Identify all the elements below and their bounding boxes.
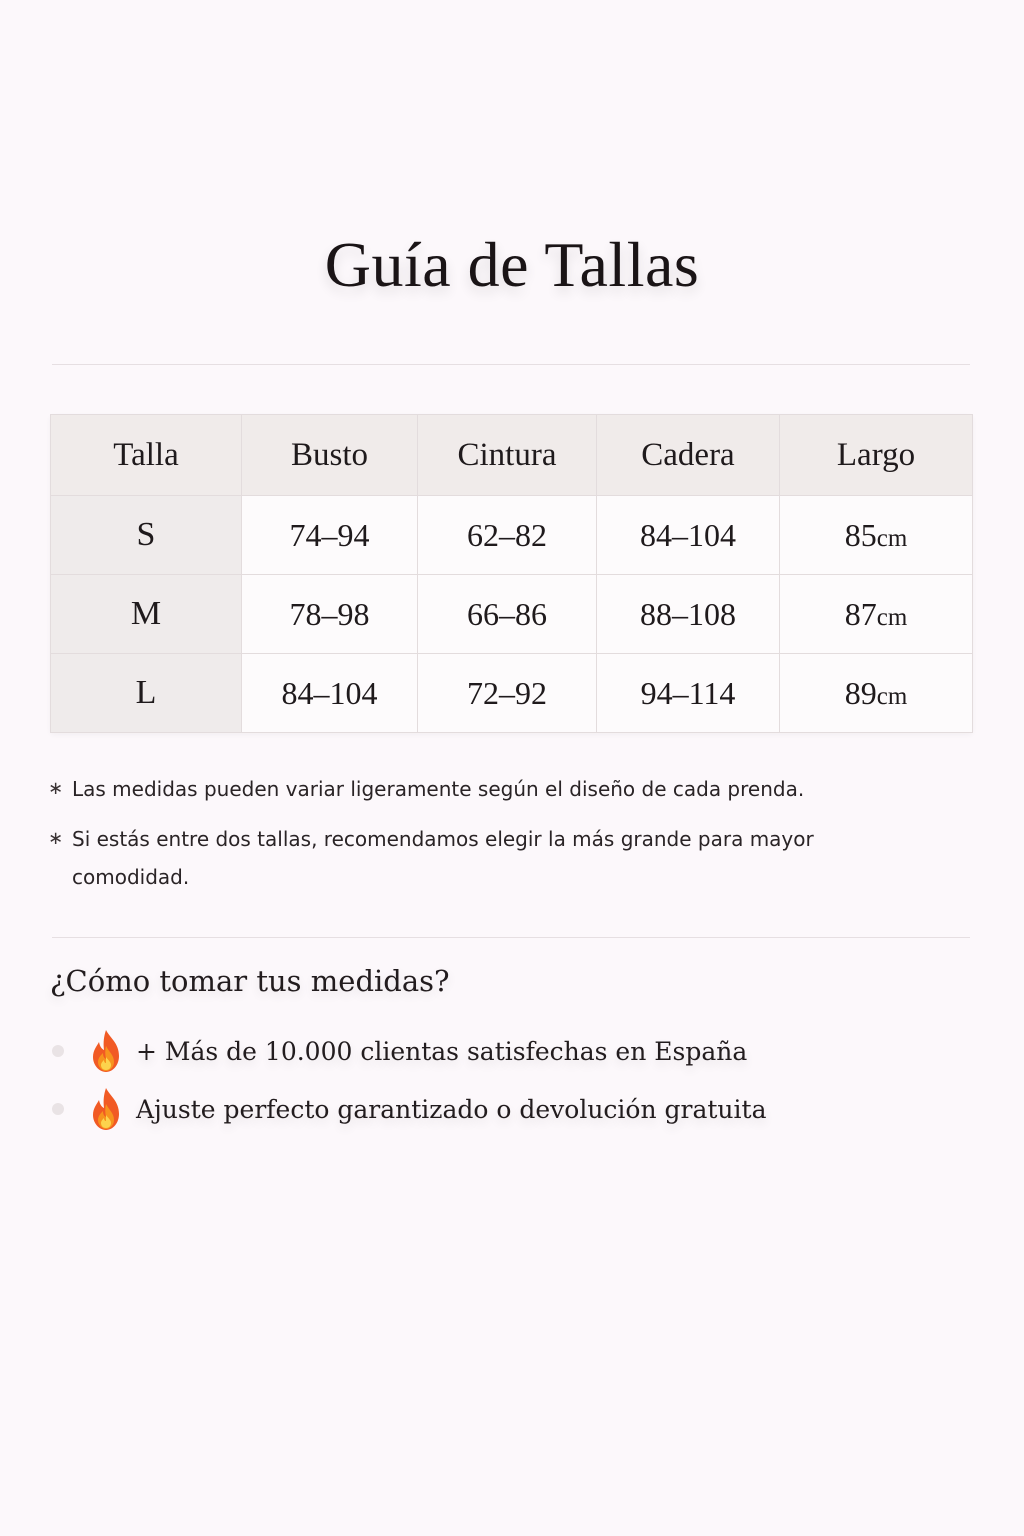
note-text: Las medidas pueden variar ligeramente según el diseño de cada prenda. — [72, 777, 805, 801]
benefit-text: + Más de 10.000 clientas satisfechas en España — [136, 1036, 748, 1066]
busto-value: 78–98 — [242, 575, 418, 654]
header-talla: Talla — [51, 415, 242, 496]
fire-icon — [86, 1086, 126, 1132]
page-title: Guía de Tallas — [324, 229, 700, 300]
largo-unit: cm — [876, 524, 908, 552]
busto-value: 84–104 — [242, 654, 418, 733]
benefit-text: Ajuste perfecto garantizado o devolución gratuita — [136, 1094, 767, 1124]
benefit-list — [50, 1022, 950, 1138]
size-label: S — [51, 496, 242, 575]
bullet-dot-icon — [52, 1045, 64, 1057]
bullet-dot-icon — [52, 1103, 64, 1115]
largo-value — [780, 654, 973, 733]
asterisk-icon: ∗ — [48, 778, 64, 799]
note-text: Si estás entre dos tallas, recomendamos elegir la más grande para mayor comodidad. — [72, 827, 814, 889]
header-cadera: Cadera — [597, 415, 780, 496]
size-notes — [48, 770, 948, 908]
largo-value — [780, 575, 973, 654]
size-label: M — [51, 575, 242, 654]
divider — [52, 364, 970, 365]
size-table — [50, 414, 973, 733]
largo-unit: cm — [876, 682, 908, 710]
note-item — [48, 820, 948, 896]
largo-value — [780, 496, 973, 575]
divider — [52, 937, 970, 938]
size-label: L — [51, 654, 242, 733]
largo-number: 89 — [844, 674, 877, 711]
largo-unit: cm — [876, 603, 908, 631]
list-item — [50, 1022, 950, 1080]
header-largo: Largo — [780, 415, 973, 496]
table-row — [51, 496, 973, 575]
busto-value: 74–94 — [242, 496, 418, 575]
how-to-heading: ¿Cómo tomar tus medidas? — [50, 964, 450, 998]
table-header-row — [51, 415, 973, 496]
header-busto: Busto — [242, 415, 418, 496]
cadera-value: 88–108 — [597, 575, 780, 654]
fire-icon — [86, 1028, 126, 1074]
cintura-value: 66–86 — [418, 575, 597, 654]
largo-number: 87 — [844, 595, 877, 632]
table-row — [51, 575, 973, 654]
cadera-value: 84–104 — [597, 496, 780, 575]
list-item — [50, 1080, 950, 1138]
asterisk-icon: ∗ — [48, 828, 64, 849]
cintura-value: 62–82 — [418, 496, 597, 575]
table-row — [51, 654, 973, 733]
cintura-value: 72–92 — [418, 654, 597, 733]
header-cintura: Cintura — [418, 415, 597, 496]
largo-number: 85 — [844, 516, 877, 553]
cadera-value: 94–114 — [597, 654, 780, 733]
note-item — [48, 770, 948, 808]
